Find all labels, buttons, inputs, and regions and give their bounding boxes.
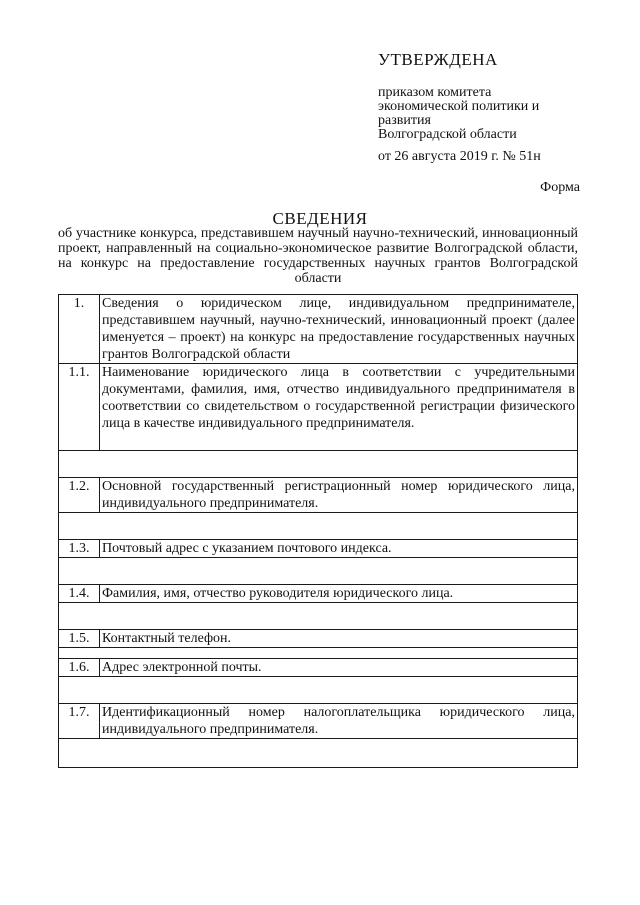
approval-line: развития bbox=[378, 113, 431, 128]
answer-row bbox=[59, 648, 578, 659]
item-number: 1.5. bbox=[59, 630, 100, 648]
item-number: 1.4. bbox=[59, 585, 100, 603]
answer-field[interactable] bbox=[59, 677, 578, 704]
item-text: Сведения о юридическом лице, индивидуальном предпринимателе, представившем научный, научно-технический, инновационный проект (далее именуется – проект) на конкурс на предоставление государственных научных грантов Волгоградской области bbox=[100, 295, 578, 364]
answer-row bbox=[59, 558, 578, 585]
table-row bbox=[59, 704, 578, 739]
answer-row bbox=[59, 513, 578, 540]
approval-title: УТВЕРЖДЕНА bbox=[378, 50, 498, 69]
item-number: 1. bbox=[59, 295, 100, 364]
item-text: Идентификационный номер налогоплательщика юридического лица, индивидуального предпринимателя. bbox=[100, 704, 578, 739]
item-number: 1.7. bbox=[59, 704, 100, 739]
answer-field[interactable] bbox=[59, 558, 578, 585]
table-row bbox=[59, 585, 578, 603]
item-text: Адрес электронной почты. bbox=[100, 659, 578, 677]
item-number: 1.6. bbox=[59, 659, 100, 677]
approval-order bbox=[378, 86, 618, 142]
table-row bbox=[59, 630, 578, 648]
table-row bbox=[59, 364, 578, 451]
item-text: Фамилия, имя, отчество руководителя юридического лица. bbox=[100, 585, 578, 603]
item-number: 1.2. bbox=[59, 478, 100, 513]
table-row bbox=[59, 659, 578, 677]
answer-row bbox=[59, 603, 578, 630]
approval-line: приказом комитета bbox=[378, 85, 492, 100]
item-number: 1.1. bbox=[59, 364, 100, 451]
answer-field[interactable] bbox=[59, 648, 578, 659]
item-text: Наименование юридического лица в соответствии с учредительными документами, фамилия, имя, отчество индивидуального предпринимателя в соответствии со свидетельством о государственной регистрации физического лица в качестве индивидуального предпринимателя. bbox=[100, 364, 578, 451]
approval-date: от 26 августа 2019 г. № 51н bbox=[378, 149, 541, 164]
item-text: Почтовый адрес с указанием почтового индекса. bbox=[100, 540, 578, 558]
approval-block bbox=[378, 50, 618, 142]
approval-line: Волгоградской области bbox=[378, 127, 517, 142]
answer-field[interactable] bbox=[59, 739, 578, 768]
table-row bbox=[59, 478, 578, 513]
table-row bbox=[59, 540, 578, 558]
item-number: 1.3. bbox=[59, 540, 100, 558]
table-row bbox=[59, 295, 578, 364]
item-text: Основной государственный регистрационный номер юридического лица, индивидуального предпринимателя. bbox=[100, 478, 578, 513]
approval-line: экономической политики и bbox=[378, 99, 540, 114]
answer-field[interactable] bbox=[59, 513, 578, 540]
item-text: Контактный телефон. bbox=[100, 630, 578, 648]
document-title: СВЕДЕНИЯ bbox=[272, 209, 368, 228]
document-subtitle: об участнике конкурса, представившем научный научно-технический, инновационный проект, направленный на социально-экономическое развитие Волгоградской области, на конкурс на предоставление государственных научных грантов Волгоградской области bbox=[58, 226, 578, 286]
info-table bbox=[58, 294, 578, 768]
answer-field[interactable] bbox=[59, 603, 578, 630]
answer-field[interactable] bbox=[59, 451, 578, 478]
answer-row bbox=[59, 677, 578, 704]
form-label: Форма bbox=[540, 180, 580, 195]
answer-row bbox=[59, 739, 578, 768]
answer-row bbox=[59, 451, 578, 478]
